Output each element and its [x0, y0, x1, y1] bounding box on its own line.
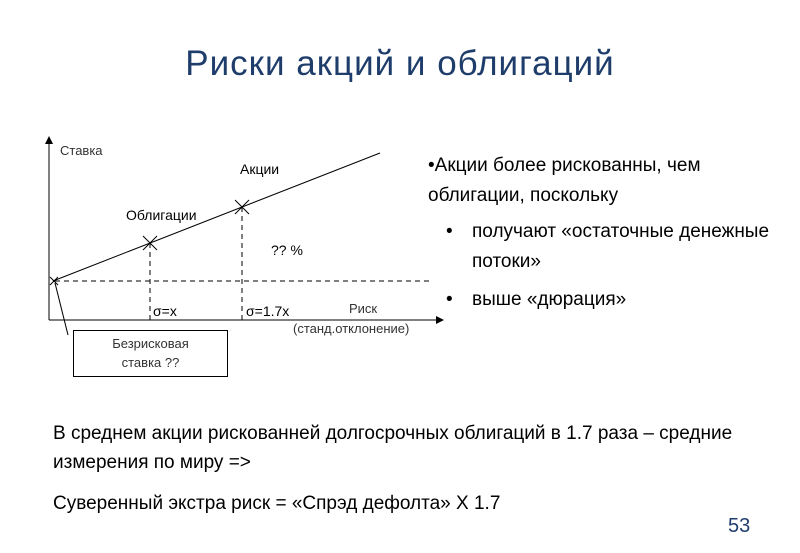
bullet-item-duration: • выше «дюрация» [472, 285, 788, 315]
bullet-list [428, 151, 788, 323]
x-axis-label: Риск [349, 301, 378, 316]
sigma-stocks-label: σ=1.7x [246, 303, 290, 319]
main-bullet: •Акции более рискованны, чем облигации, поскольку [428, 155, 701, 206]
bonds-label: Облигации [126, 207, 197, 223]
unknown-percent-label: ?? % [271, 242, 303, 258]
stocks-label: Акции [240, 161, 280, 177]
sigma-bonds-label: σ=x [153, 303, 177, 319]
paragraph-sovereign-risk: Суверенный экстра риск = «Спрэд дефолта» X 1.7 [53, 493, 501, 514]
security-market-line [53, 153, 380, 281]
risk-free-rate-box [73, 330, 228, 377]
y-axis-label: Ставка [60, 143, 103, 158]
risk-free-pointer-line [55, 283, 68, 335]
risk-free-label-line1: Безрисковая [112, 336, 189, 351]
x-axis-sublabel: (станд.отклонение) [293, 321, 410, 336]
slide-title: Риски акций и облигаций [185, 44, 615, 83]
page-number: 53 [728, 515, 751, 537]
bullet-item-residual-cashflows: • получают «остаточные денежные потоки» [472, 217, 788, 277]
paragraph-average-risk: В среднем акции рискованней долгосрочных облигаций в 1.7 раза – средние измерения по миру => [53, 423, 733, 473]
risk-free-label-line2: ставка ?? [121, 355, 180, 370]
